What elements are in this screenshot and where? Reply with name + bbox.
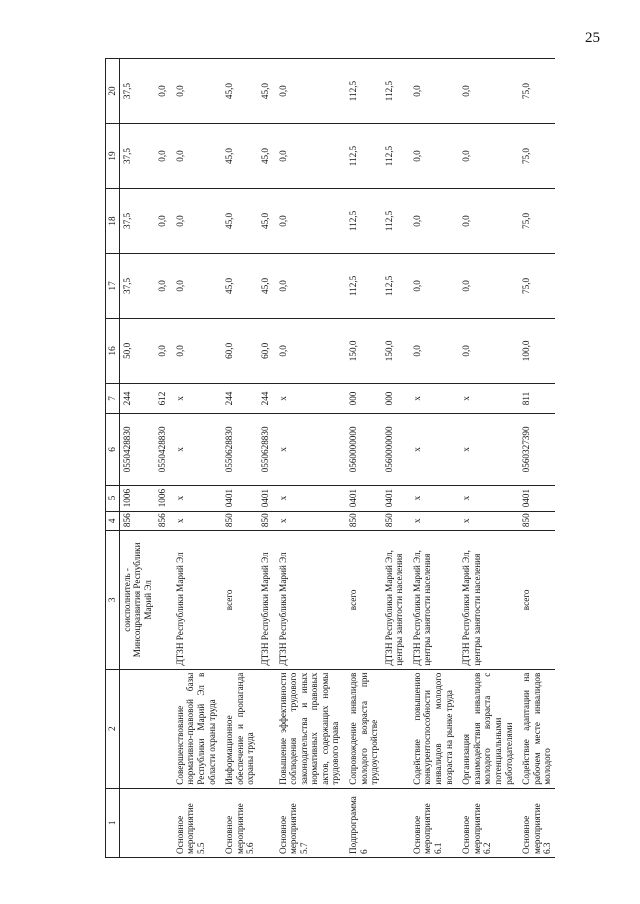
cell-program: Основное мероприятие 5.6 (219, 788, 258, 857)
cell-value-20: 0,0 (407, 59, 456, 124)
cell-csr: 0560000000 (382, 414, 407, 485)
cell-csr: x (273, 414, 343, 485)
cell-csr: 0560327390 (516, 414, 555, 485)
col-header: 18 (106, 188, 120, 253)
cell-value-20: 112,5 (382, 59, 407, 124)
cell-value-20: 112,5 (343, 59, 382, 124)
cell-value-18: 0,0 (170, 188, 219, 253)
cell-program: Основное мероприятие 6.3 (516, 788, 555, 857)
cell-grbs: 850 (516, 511, 555, 530)
cell-rzpr: 0401 (516, 485, 555, 511)
col-header: 4 (106, 511, 120, 530)
cell-value-16: 0,0 (155, 318, 170, 383)
cell-value-20: 0,0 (456, 59, 516, 124)
cell-rzpr: 0401 (219, 485, 258, 511)
cell-value-18: 0,0 (155, 188, 170, 253)
page-number: 25 (585, 30, 600, 46)
cell-grbs: x (407, 511, 456, 530)
table-row (516, 59, 555, 858)
cell-executor: ДТЗН Республики Марий Эл, центры занятости населения (407, 531, 456, 670)
col-header: 6 (106, 414, 120, 485)
cell-csr: x (170, 414, 219, 485)
cell-value-16: 100,0 (516, 318, 555, 383)
cell-csr: 0550628830 (258, 414, 273, 485)
cell-executor: соисполнитель - Минсоцразвития Республики Марий Эл (119, 531, 155, 670)
cell-value-18: 75,0 (516, 188, 555, 253)
cell-value-19: 75,0 (516, 124, 555, 189)
table-body (119, 59, 555, 858)
col-header: 20 (106, 59, 120, 124)
table-row (258, 59, 273, 858)
cell-grbs: 856 (119, 511, 155, 530)
cell-value-19: 112,5 (382, 124, 407, 189)
cell-program: Основное мероприятие 5.7 (273, 788, 343, 857)
cell-value-18: 112,5 (382, 188, 407, 253)
cell-rzpr: x (456, 485, 516, 511)
cell-value-19: 45,0 (258, 124, 273, 189)
col-header: 7 (106, 383, 120, 413)
cell-program (382, 788, 407, 857)
cell-value-16: 60,0 (258, 318, 273, 383)
table-row (155, 59, 170, 858)
cell-executor: ДТЗН Республики Марий Эл, центры занятости населения (456, 531, 516, 670)
cell-value-17: 0,0 (407, 253, 456, 318)
cell-value-19: 0,0 (273, 124, 343, 189)
table-row (119, 59, 155, 858)
cell-program (119, 788, 155, 857)
cell-csr: 0550628830 (219, 414, 258, 485)
table-row (170, 59, 219, 858)
cell-value-19: 0,0 (155, 124, 170, 189)
col-header: 19 (106, 124, 120, 189)
cell-program (155, 788, 170, 857)
cell-value-17: 112,5 (343, 253, 382, 318)
cell-executor (155, 531, 170, 670)
cell-value-19: 0,0 (170, 124, 219, 189)
cell-vr: x (170, 383, 219, 413)
cell-title: Содействие адаптации на рабочем месте инвалидов молодого (516, 669, 555, 788)
col-header: 16 (106, 318, 120, 383)
cell-rzpr: 0401 (258, 485, 273, 511)
cell-csr: 0550428830 (119, 414, 155, 485)
cell-vr: 000 (382, 383, 407, 413)
cell-value-16: 0,0 (407, 318, 456, 383)
cell-value-17: 0,0 (155, 253, 170, 318)
cell-title: Повышение эффективности соблюдения трудового законодательства и иных нормативных правовых актов, содержащих нормы трудового права (273, 669, 343, 788)
cell-value-20: 45,0 (258, 59, 273, 124)
col-header: 1 (106, 788, 120, 857)
table-row (382, 59, 407, 858)
cell-value-19: 45,0 (219, 124, 258, 189)
cell-vr: 000 (343, 383, 382, 413)
cell-grbs: 850 (382, 511, 407, 530)
cell-value-16: 60,0 (219, 318, 258, 383)
cell-rzpr: x (273, 485, 343, 511)
cell-rzpr: x (407, 485, 456, 511)
cell-value-17: 0,0 (170, 253, 219, 318)
cell-value-19: 0,0 (456, 124, 516, 189)
cell-title: Сопровождение инвалидов молодого возраста при трудоустройстве (343, 669, 382, 788)
cell-value-19: 0,0 (407, 124, 456, 189)
cell-title: Совершенствование нормативно-правовой базы Республики Марий Эл в области охраны труда (170, 669, 219, 788)
cell-vr: x (273, 383, 343, 413)
cell-program: Основное мероприятие 5.5 (170, 788, 219, 857)
cell-value-19: 112,5 (343, 124, 382, 189)
cell-executor: ДТЗН Республики Марий Эл (170, 531, 219, 670)
cell-value-17: 0,0 (273, 253, 343, 318)
cell-value-20: 0,0 (170, 59, 219, 124)
cell-grbs: x (456, 511, 516, 530)
cell-value-17: 75,0 (516, 253, 555, 318)
cell-program: Основное мероприятие 6.2 (456, 788, 516, 857)
cell-grbs: 850 (258, 511, 273, 530)
cell-rzpr: 0401 (343, 485, 382, 511)
cell-rzpr: 1006 (119, 485, 155, 511)
cell-grbs: 856 (155, 511, 170, 530)
cell-value-16: 0,0 (273, 318, 343, 383)
cell-rzpr: 0401 (382, 485, 407, 511)
col-header: 2 (106, 669, 120, 788)
cell-executor: ДТЗН Республики Марий Эл, центры занятости населения (382, 531, 407, 670)
cell-csr: x (456, 414, 516, 485)
cell-title: Содействие повышению конкурентоспособности инвалидов молодого возраста на рынке труда (407, 669, 456, 788)
cell-value-16: 0,0 (456, 318, 516, 383)
cell-program: Основное мероприятие 6.1 (407, 788, 456, 857)
cell-rzpr: x (170, 485, 219, 511)
cell-vr: x (407, 383, 456, 413)
budget-table-sheet (105, 58, 553, 858)
col-header: 17 (106, 253, 120, 318)
cell-value-18: 45,0 (258, 188, 273, 253)
cell-vr: 244 (258, 383, 273, 413)
cell-grbs: 850 (219, 511, 258, 530)
cell-vr: 612 (155, 383, 170, 413)
col-header: 3 (106, 531, 120, 670)
table-row (273, 59, 343, 858)
cell-grbs: x (273, 511, 343, 530)
cell-rzpr: 1006 (155, 485, 170, 511)
cell-executor: всего (219, 531, 258, 670)
cell-value-20: 37,5 (119, 59, 155, 124)
cell-value-20: 45,0 (219, 59, 258, 124)
cell-value-18: 0,0 (273, 188, 343, 253)
cell-value-16: 150,0 (343, 318, 382, 383)
cell-executor: ДТЗН Республики Марий Эл (273, 531, 343, 670)
table-row (219, 59, 258, 858)
cell-title (258, 669, 273, 788)
cell-title (382, 669, 407, 788)
budget-table (105, 58, 555, 858)
cell-program: Подпрограмма 6 (343, 788, 382, 857)
cell-executor: ДТЗН Республики Марий Эл (258, 531, 273, 670)
cell-vr: 811 (516, 383, 555, 413)
cell-title: Организация взаимодействия инвалидов молодого возраста с потенциальными работодателями (456, 669, 516, 788)
cell-value-19: 37,5 (119, 124, 155, 189)
cell-vr: 244 (219, 383, 258, 413)
cell-value-18: 37,5 (119, 188, 155, 253)
cell-value-18: 45,0 (219, 188, 258, 253)
cell-value-20: 0,0 (273, 59, 343, 124)
cell-title (119, 669, 155, 788)
cell-value-17: 0,0 (456, 253, 516, 318)
cell-value-16: 50,0 (119, 318, 155, 383)
cell-grbs: 850 (343, 511, 382, 530)
cell-value-17: 37,5 (119, 253, 155, 318)
cell-csr: 0560000000 (343, 414, 382, 485)
cell-value-18: 0,0 (407, 188, 456, 253)
cell-vr: x (456, 383, 516, 413)
cell-csr: 0550428830 (155, 414, 170, 485)
cell-vr: 244 (119, 383, 155, 413)
cell-program (258, 788, 273, 857)
cell-value-17: 45,0 (258, 253, 273, 318)
cell-value-17: 112,5 (382, 253, 407, 318)
table-row (456, 59, 516, 858)
cell-title (155, 669, 170, 788)
cell-value-20: 75,0 (516, 59, 555, 124)
cell-value-18: 0,0 (456, 188, 516, 253)
cell-value-16: 0,0 (170, 318, 219, 383)
header-row (106, 59, 120, 858)
col-header: 5 (106, 485, 120, 511)
cell-title: Информационное обеспечение и пропаганда охраны труда (219, 669, 258, 788)
cell-csr: x (407, 414, 456, 485)
cell-value-16: 150,0 (382, 318, 407, 383)
cell-executor: всего (516, 531, 555, 670)
cell-value-20: 0,0 (155, 59, 170, 124)
cell-value-18: 112,5 (343, 188, 382, 253)
cell-value-17: 45,0 (219, 253, 258, 318)
cell-executor: всего (343, 531, 382, 670)
table-row (343, 59, 382, 858)
table-row (407, 59, 456, 858)
cell-grbs: x (170, 511, 219, 530)
